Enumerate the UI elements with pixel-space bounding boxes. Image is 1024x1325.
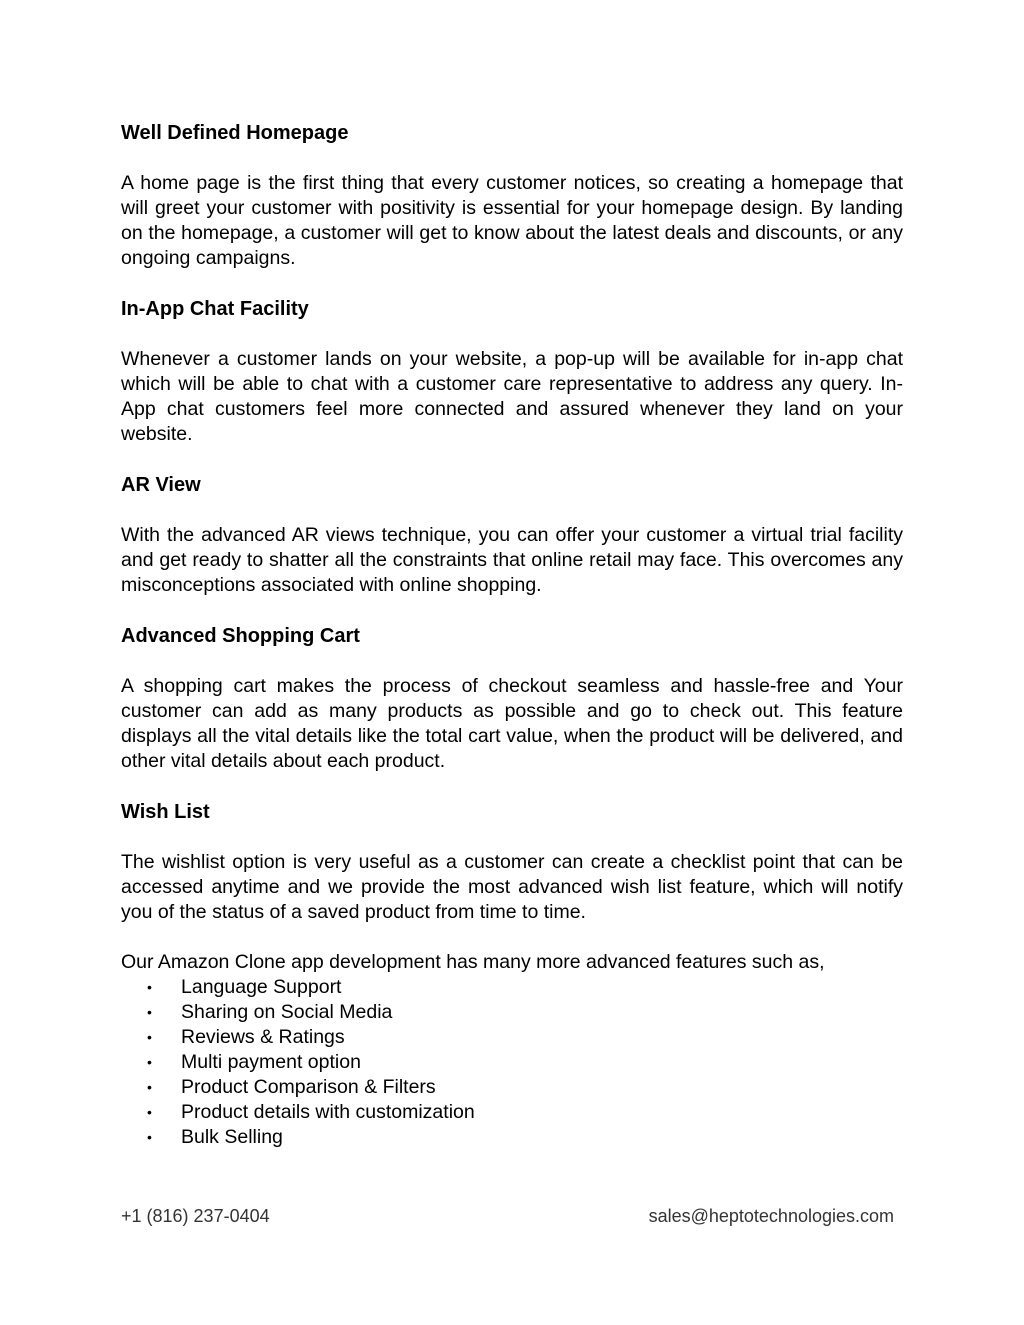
list-item bbox=[121, 1100, 903, 1125]
section-body: Whenever a customer lands on your website, a pop-up will be available for in-app chat which will be able to chat with a customer care representative to address any query. In-App chat customers feel more connected and assured whenever they land on your website. bbox=[121, 348, 903, 445]
section-body: A shopping cart makes the process of checkout seamless and hassle-free and Your customer can add as many products as possible and go to check out. This feature displays all the vital details like the total cart value, when the product will be delivered, and other vital details about each product. bbox=[121, 675, 903, 772]
section-heading: Wish List bbox=[121, 801, 210, 823]
list-item-label: Bulk Selling bbox=[181, 1126, 283, 1148]
list-item-label: Language Support bbox=[181, 976, 342, 998]
section-ar-view bbox=[121, 472, 903, 598]
footer-phone: +1 (816) 237-0404 bbox=[121, 1206, 270, 1226]
section-shopping-cart bbox=[121, 623, 903, 774]
features-list bbox=[121, 975, 903, 1150]
bullet-icon: • bbox=[147, 1004, 152, 1020]
list-item bbox=[121, 975, 903, 1000]
list-item bbox=[121, 1025, 903, 1050]
section-body: With the advanced AR views technique, you can offer your customer a virtual trial facility and get ready to shatter all the constraints that online retail may face. This overcomes any misconceptions associated with online shopping. bbox=[121, 524, 903, 596]
section-heading: AR View bbox=[121, 474, 201, 496]
section-body: The wishlist option is very useful as a customer can create a checklist point that can be accessed anytime and we provide the most advanced wish list feature, which will notify you of the status of a saved product from time to time. bbox=[121, 851, 903, 923]
list-item-label: Reviews & Ratings bbox=[181, 1026, 345, 1048]
list-item bbox=[121, 1125, 903, 1150]
section-body: A home page is the first thing that every customer notices, so creating a homepage that will greet your customer with positivity is essential for your homepage design. By landing on the homepage, a customer will get to know about the latest deals and discounts, or any ongoing campaigns. bbox=[121, 172, 903, 269]
section-heading: Well Defined Homepage bbox=[121, 122, 349, 144]
list-item-label: Sharing on Social Media bbox=[181, 1001, 393, 1023]
footer-email: sales@heptotechnologies.com bbox=[648, 1206, 894, 1226]
list-item-label: Product details with customization bbox=[181, 1101, 475, 1123]
bullet-icon: • bbox=[147, 1054, 152, 1070]
bullet-icon: • bbox=[147, 1079, 152, 1095]
bullet-icon: • bbox=[147, 1029, 152, 1045]
section-wish-list bbox=[121, 799, 903, 925]
bullet-icon: • bbox=[147, 1104, 152, 1120]
section-homepage bbox=[121, 120, 903, 271]
section-heading: In-App Chat Facility bbox=[121, 298, 309, 320]
features-intro: Our Amazon Clone app development has many more advanced features such as, bbox=[121, 951, 825, 973]
list-item bbox=[121, 1075, 903, 1100]
list-item-label: Product Comparison & Filters bbox=[181, 1076, 436, 1098]
bullet-icon: • bbox=[147, 979, 152, 995]
section-in-app-chat bbox=[121, 296, 903, 447]
bullet-icon: • bbox=[147, 1129, 152, 1145]
list-item-label: Multi payment option bbox=[181, 1051, 361, 1073]
section-heading: Advanced Shopping Cart bbox=[121, 625, 360, 647]
document-page bbox=[121, 120, 903, 1150]
list-item bbox=[121, 1000, 903, 1025]
list-item bbox=[121, 1050, 903, 1075]
